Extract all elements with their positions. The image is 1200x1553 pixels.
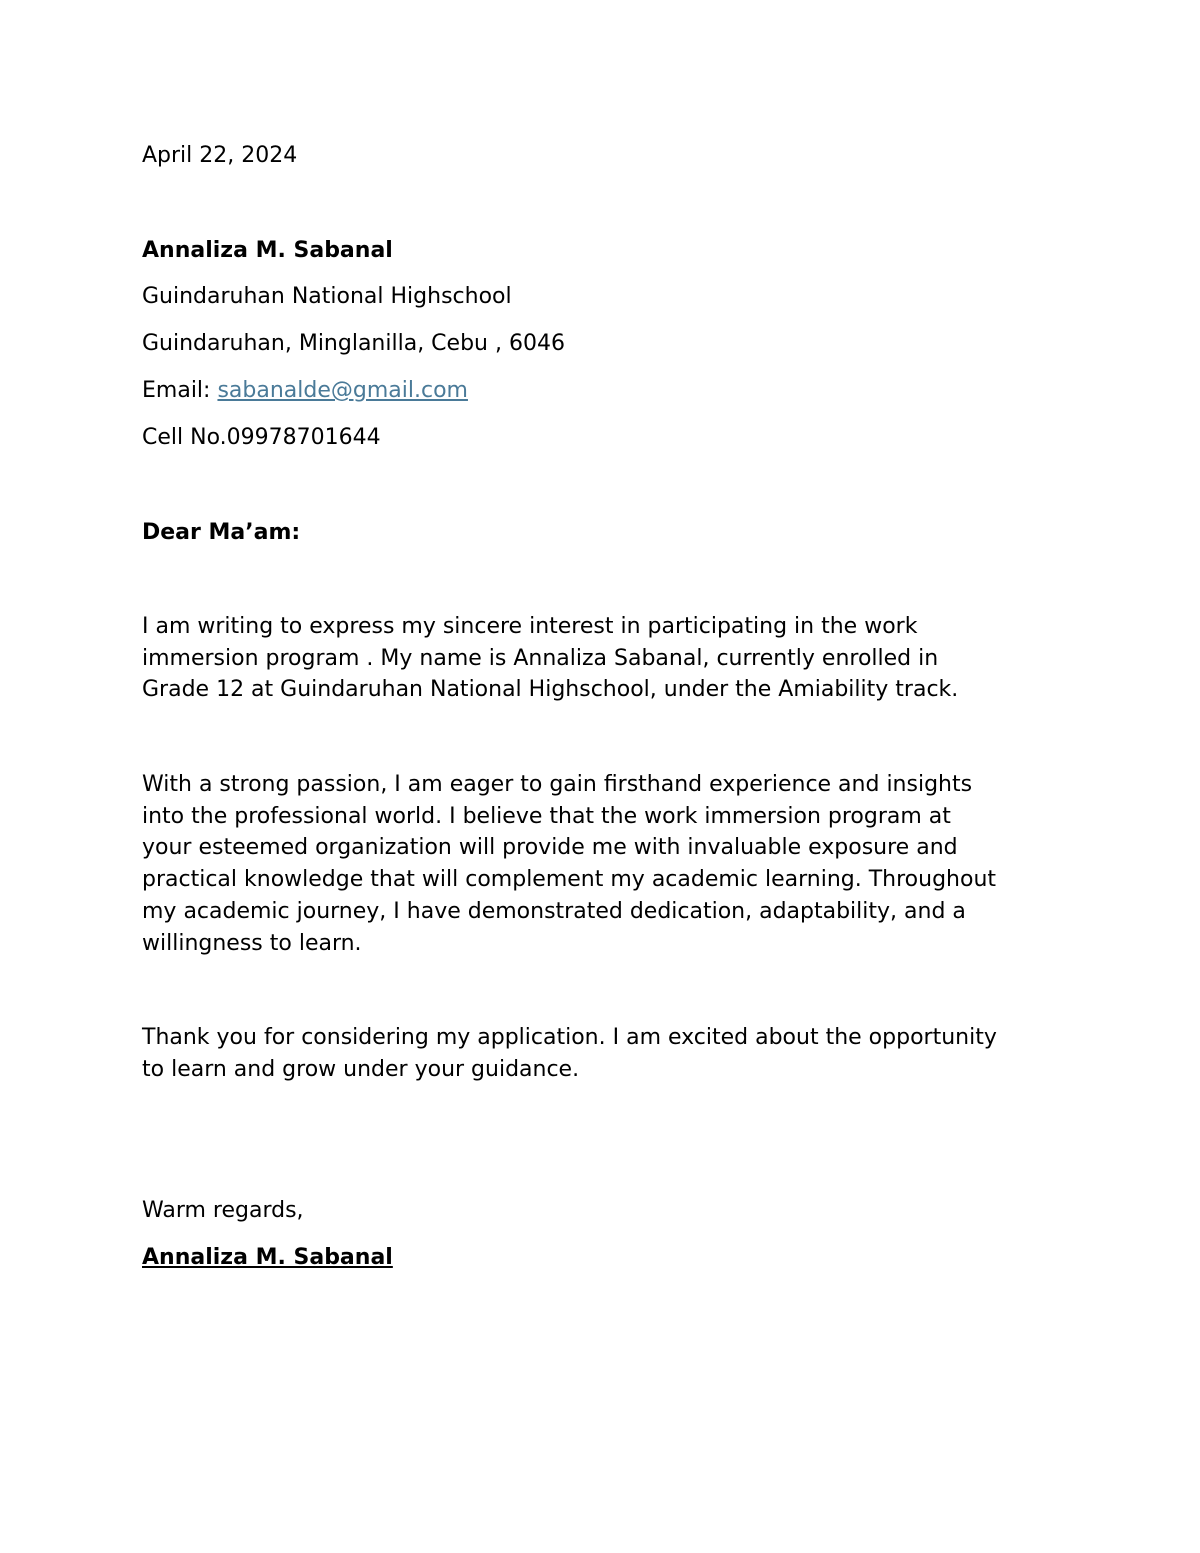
- paragraph-line: Thank you for considering my application. I am excited about the opportunity: [142, 1025, 997, 1050]
- paragraph-line: immersion program . My name is Annaliza Sabanal, currently enrolled in: [142, 645, 939, 671]
- sender-school: Guindaruhan National Highschool: [142, 284, 512, 309]
- email-label: Email:: [142, 378, 218, 403]
- paragraph-line: Grade 12 at Guindaruhan National Highschool, under the Amiability track.: [142, 677, 959, 703]
- closing: Warm regards,: [142, 1198, 304, 1223]
- paragraph-line: my academic journey, I have demonstrated dedication, adaptability, and a: [142, 898, 966, 924]
- sender-address: Guindaruhan, Minglanilla, Cebu , 6046: [142, 331, 565, 356]
- sender-email-line: [142, 378, 468, 404]
- paragraph-line: your esteemed organization will provide me with invaluable exposure and: [142, 835, 958, 861]
- paragraph-intro: [142, 611, 958, 706]
- paragraph-line: practical knowledge that will complement my academic learning. Throughout: [142, 867, 997, 893]
- letter-date: April 22, 2024: [142, 143, 298, 168]
- paragraph-line: into the professional world. I believe that the work immersion program at: [142, 803, 951, 829]
- email-link[interactable]: sabanalde@gmail.com: [217, 378, 468, 403]
- paragraph-line: With a strong passion, I am eager to gain firsthand experience and insights: [142, 772, 973, 797]
- salutation: Dear Ma’am:: [142, 520, 301, 545]
- paragraph-line: to learn and grow under your guidance.: [142, 1056, 580, 1082]
- signature-name: Annaliza M. Sabanal: [142, 1245, 393, 1270]
- paragraph-closing: [142, 1022, 997, 1085]
- sender-name: Annaliza M. Sabanal: [142, 238, 393, 263]
- paragraph-body: [142, 769, 996, 959]
- sender-cell: Cell No.09978701644: [142, 425, 381, 450]
- paragraph-line: willingness to learn.: [142, 930, 362, 956]
- paragraph-line: I am writing to express my sincere interest in participating in the work: [142, 614, 918, 639]
